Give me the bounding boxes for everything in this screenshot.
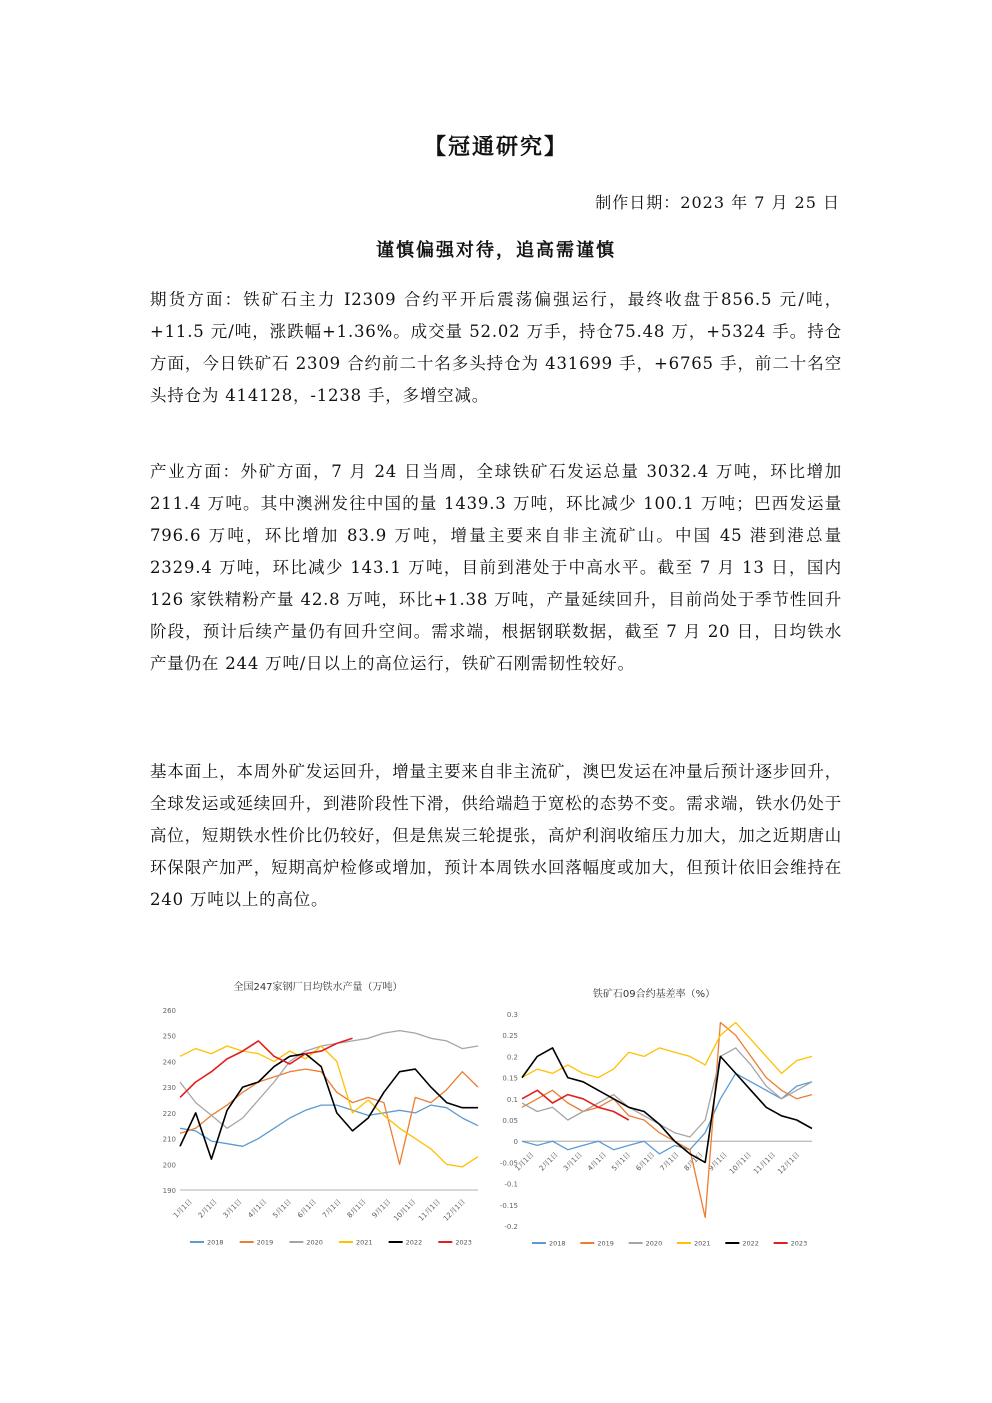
series-line-2019	[522, 1023, 812, 1218]
x-tick-label: 4月1日	[586, 1150, 608, 1173]
y-tick-label: 0.15	[502, 1074, 518, 1083]
x-tick-label: 2月1日	[196, 1197, 219, 1220]
x-tick-label: 4月1日	[246, 1197, 269, 1220]
x-tick-label: 5月1日	[271, 1197, 294, 1220]
x-tick-label: 1月1日	[171, 1197, 194, 1220]
x-tick-label: 12月1日	[441, 1197, 467, 1223]
basis-rate-chart	[494, 980, 824, 1255]
legend-label: 2020	[645, 1239, 663, 1248]
y-tick-label: 0	[513, 1138, 518, 1147]
legend-label: 2022	[405, 1238, 423, 1247]
y-tick-label: 240	[162, 1058, 176, 1067]
x-tick-label: 12月1日	[776, 1150, 802, 1176]
chart-title: 铁矿石09合约基差率（%）	[592, 989, 716, 1000]
legend-label: 2018	[549, 1239, 566, 1248]
x-tick-label: 9月1日	[370, 1197, 393, 1220]
y-tick-label: 0.1	[506, 1095, 518, 1104]
x-tick-label: 3月1日	[221, 1197, 244, 1220]
report-date: 制作日期：2023 年 7 月 25 日	[595, 193, 840, 212]
report-title: 【冠通研究】	[423, 134, 568, 160]
y-tick-label: 0.2	[506, 1053, 518, 1062]
y-tick-label: 0.25	[502, 1032, 518, 1041]
basis-rate-chart-svg	[494, 980, 824, 1255]
legend-label: 2023	[455, 1238, 472, 1247]
x-tick-label: 7月1日	[320, 1197, 343, 1220]
legend-label: 2021	[356, 1238, 373, 1247]
series-line-2021	[522, 1023, 812, 1078]
y-tick-label: 230	[162, 1084, 176, 1093]
y-tick-label: 0.3	[506, 1011, 518, 1019]
y-tick-label: -0.15	[499, 1201, 518, 1210]
x-tick-label: 3月1日	[561, 1150, 584, 1173]
series-line-2018	[522, 1073, 812, 1154]
series-line-2020	[180, 1031, 478, 1129]
y-tick-label: 220	[162, 1109, 176, 1118]
legend-label: 2021	[694, 1239, 711, 1248]
x-tick-label: 8月1日	[682, 1150, 705, 1173]
industry-paragraph: 产业方面：外矿方面，7 月 24 日当周，全球铁矿石发运总量 3032.4 万吨，环比增加 211.4 万吨。其中澳洲发往中国的量 1439.3 万吨，环比减少 100.1 万吨；巴西发运量 796.6 万吨，环比增加 83.9 万吨，增量主要来自非主流矿山。中国 45 港到港总量 2329.4 万吨，环比减少 143.1 万吨，目前到港处于中高水平。截至 7 月 13 日，国内 126 家铁精粉产量 42.8 万吨，环比+1.38 万吨，产量延续回升，目前尚处于季节性回升阶段，预计后续产量仍有回升空间。需求端，根据钢联数据，截至 7 月 20 日，日均铁水产量仍在 244 万吨/日以上的高位运行，铁矿石刚需韧性较好。	[150, 462, 842, 673]
y-tick-label: -0.05	[499, 1159, 518, 1168]
y-tick-label: 250	[162, 1032, 176, 1041]
x-tick-label: 11月1日	[417, 1197, 443, 1223]
series-line-2022	[522, 1048, 812, 1163]
y-tick-label: 260	[162, 1007, 176, 1015]
futures-paragraph: 期货方面：铁矿石主力 I2309 合约平开后震荡偏强运行，最终收盘于856.5 元/吨，+11.5 元/吨，涨跌幅+1.36%。成交量 52.02 万手，持仓75.48 万，+5324 手。持仓方面，今日铁矿石 2309 合约前二十名多头持仓为 431699 手，+6765 手，前二十名空头持仓为 414128，-1238 手，多增空减。	[150, 290, 842, 405]
y-tick-label: 210	[162, 1135, 176, 1144]
y-tick-label: -0.2	[504, 1223, 518, 1231]
legend-label: 2019	[256, 1238, 274, 1247]
series-line-2020	[522, 1048, 812, 1137]
x-tick-label: 11月1日	[752, 1150, 778, 1176]
x-tick-label: 8月1日	[345, 1197, 368, 1220]
x-tick-label: 10月1日	[727, 1150, 753, 1176]
x-tick-label: 5月1日	[610, 1150, 633, 1173]
x-tick-label: 7月1日	[658, 1150, 681, 1173]
fundamentals-paragraph: 基本面上，本周外矿发运回升，增量主要来自非主流矿，澳巴发运在冲量后预计逐步回升，全球发运或延续回升，到港阶段性下滑，供给端趋于宽松的态势不变。需求端，铁水仍处于高位，短期铁水性价比仍较好，但是焦炭三轮提张，高炉利润收缩压力加大，加之近期唐山环保限产加严，短期高炉检修或增加，预计本周铁水回落幅度或加大，但预计依旧会维持在 240 万吨以上的高位。	[150, 762, 842, 909]
x-tick-label: 2月1日	[537, 1150, 560, 1173]
hot-metal-output-chart	[148, 970, 488, 1255]
legend-label: 2019	[597, 1239, 614, 1248]
legend-label: 2018	[207, 1238, 224, 1247]
x-tick-label: 6月1日	[296, 1197, 318, 1220]
x-tick-label: 9月1日	[706, 1150, 729, 1173]
y-tick-label: -0.1	[504, 1180, 518, 1189]
y-tick-label: 0.05	[502, 1117, 518, 1125]
report-headline: 谨慎偏强对待，追高需谨慎	[376, 240, 616, 261]
legend-label: 2023	[790, 1239, 808, 1248]
x-tick-label: 10月1日	[392, 1197, 418, 1223]
hot-metal-output-chart-svg	[148, 970, 488, 1255]
legend-label: 2020	[306, 1238, 323, 1247]
x-tick-label: 6月1日	[634, 1150, 657, 1173]
legend-label: 2022	[742, 1239, 759, 1248]
y-tick-label: 200	[162, 1161, 176, 1170]
series-line-2023	[180, 1038, 353, 1097]
x-tick-label: 1月1日	[513, 1150, 536, 1173]
y-tick-label: 190	[162, 1187, 176, 1195]
chart-title: 全国247家钢厂日均铁水产量（万吨）	[233, 982, 403, 993]
